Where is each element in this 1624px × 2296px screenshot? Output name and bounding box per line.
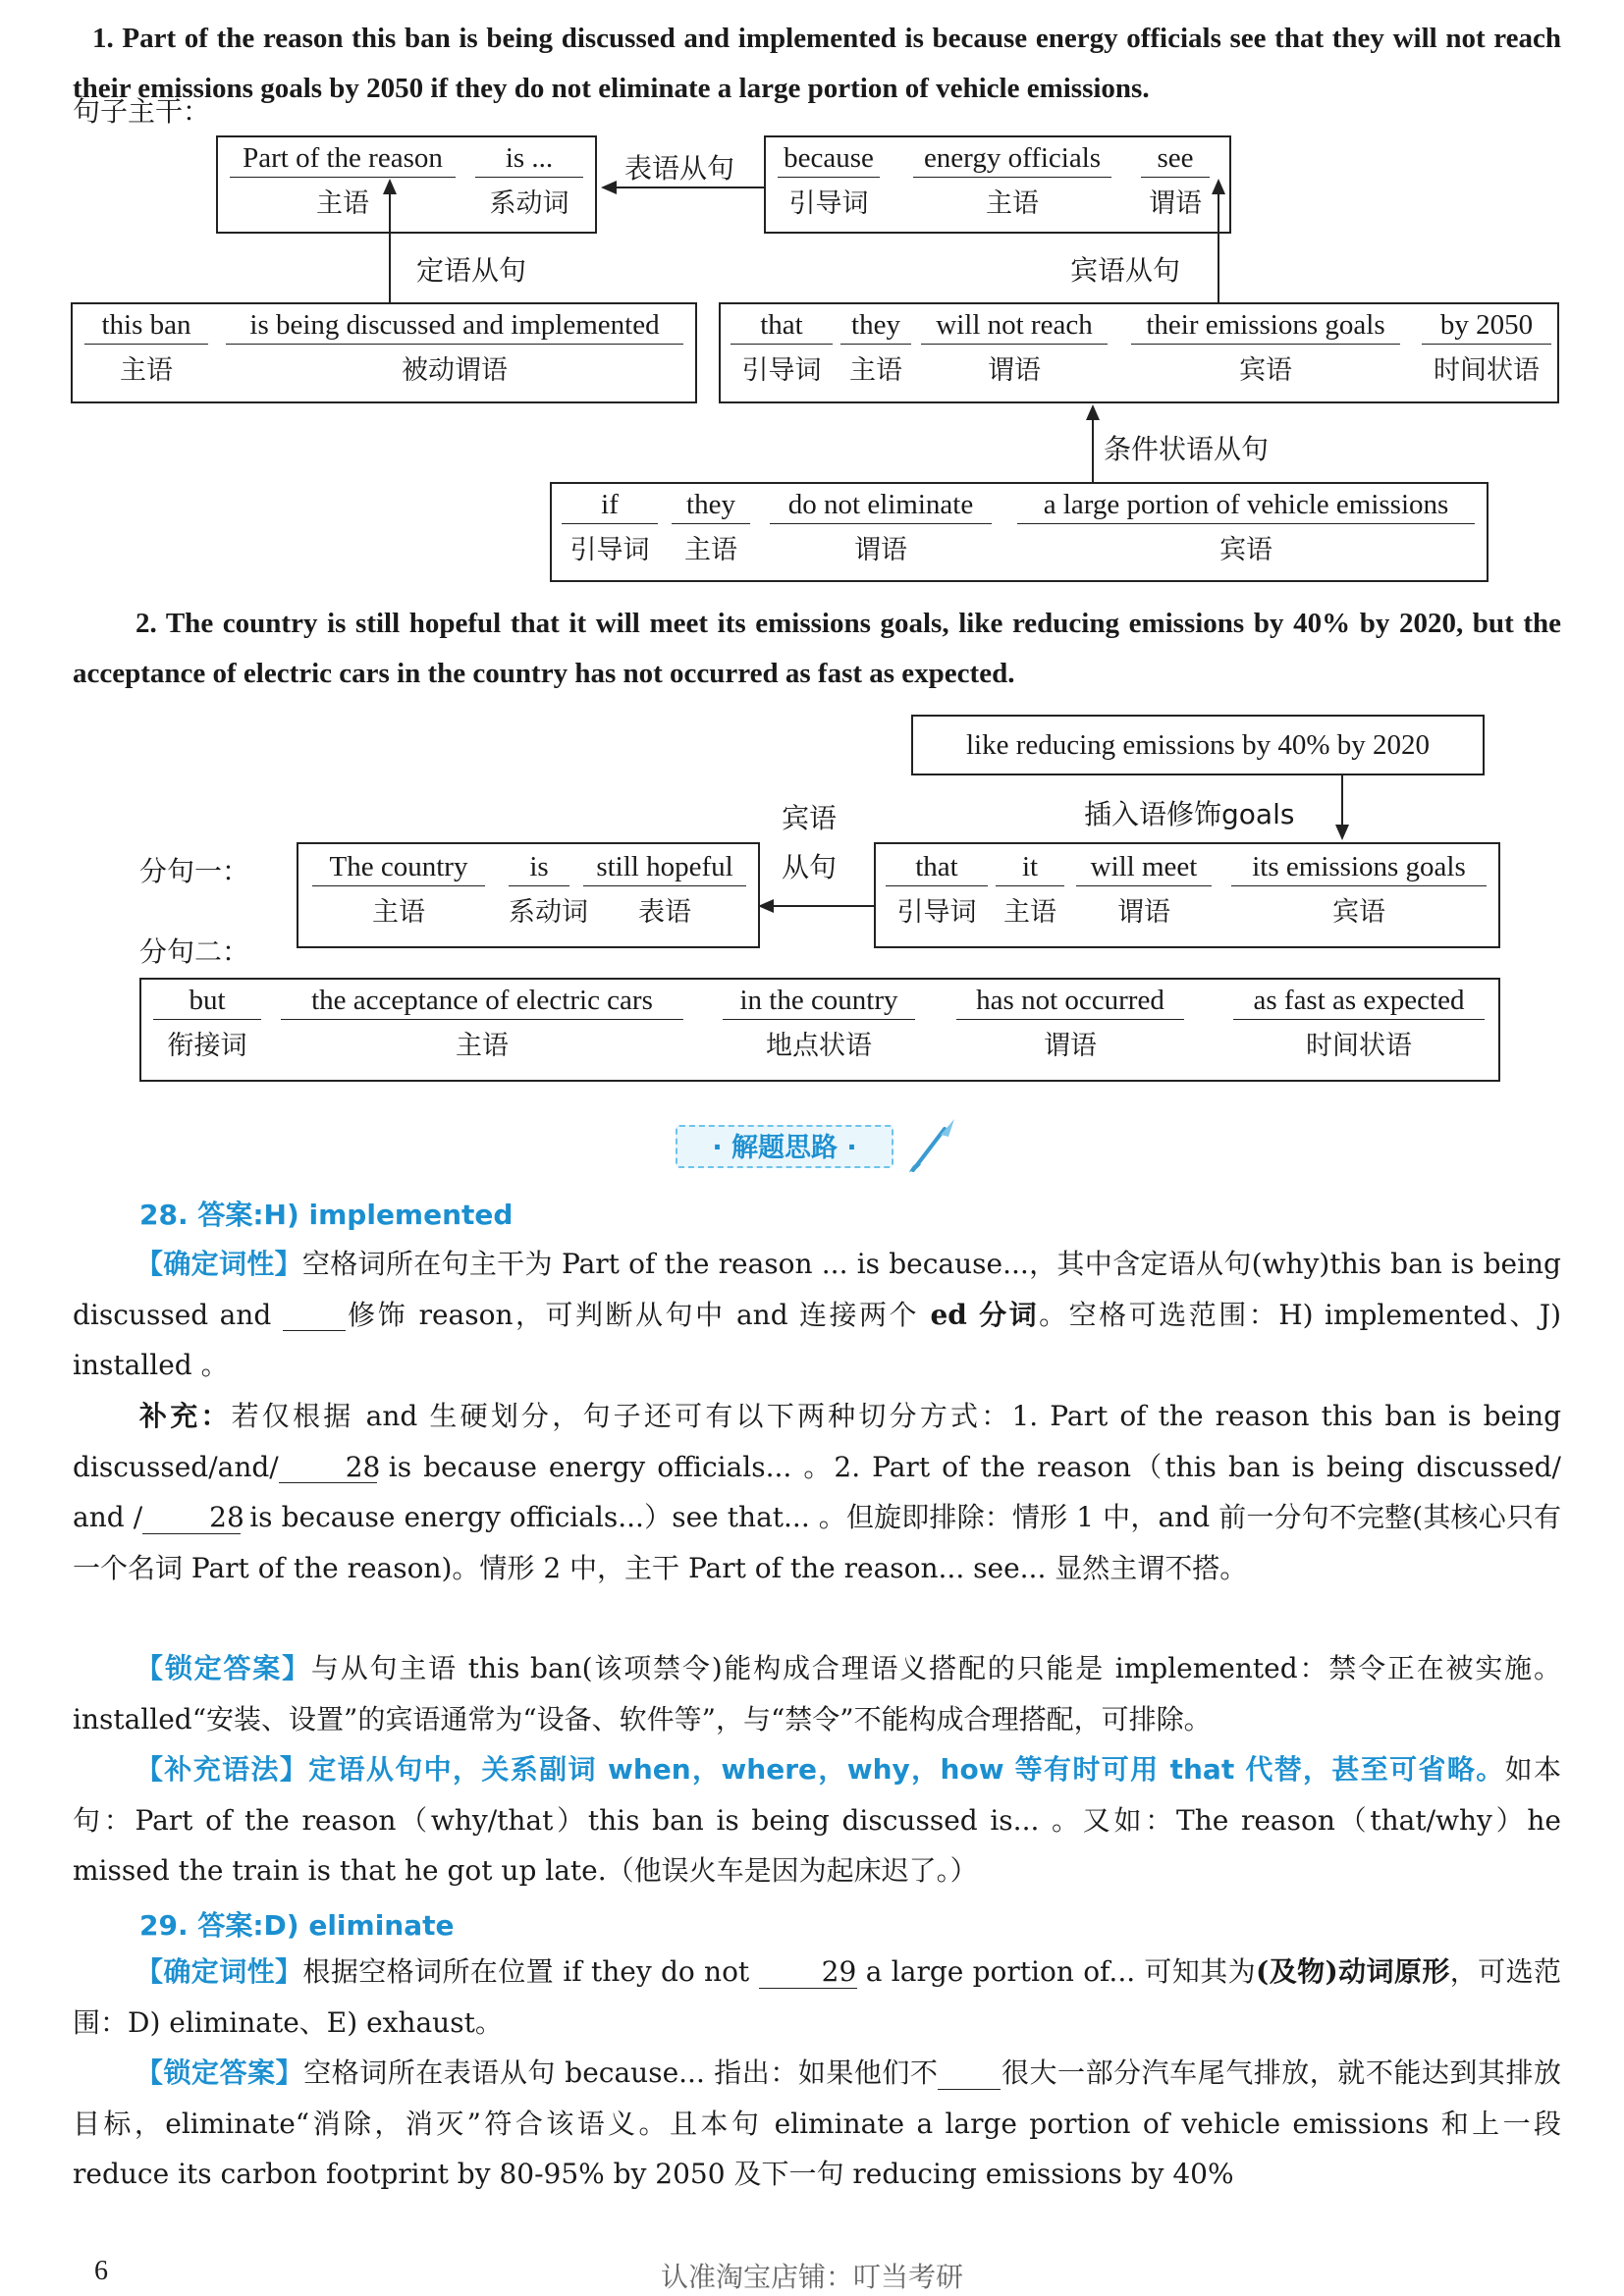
cond-connector: if 引导词 [562, 488, 658, 567]
c2-conjunction: but 衔接词 [153, 984, 261, 1063]
clause-1-object-box [874, 842, 1500, 948]
pred-subject: energy officials 主语 [913, 141, 1111, 221]
sentence-2: 2. The country is still hopeful that it will meet its emissions goals, like reducing emissions by 40% by 2020, but the acceptance of electric cars in the country has not occurred as fast as expected. [73, 608, 1561, 689]
sentence-1: 1. Part of the reason this ban is being discussed and implemented is because energy officials see that they will not reach their emissions goals by 2050 if they do not eliminate a large portion of vehicle emissions. [73, 23, 1561, 104]
pred-verb: see 谓语 [1141, 141, 1210, 221]
c1-linking-verb: is 系动词 [509, 851, 588, 928]
conditional-clause-box [550, 482, 1489, 582]
cond-object: a large portion of vehicle emissions 宾语 [1017, 488, 1475, 567]
q28-paragraph-4: 【补充语法】定语从句中，关系副词 when，where，why，how 等有时可用 that 代替，甚至可省略。如本句：Part of the reason（why/that）this ban is being discussed is... 。又如：The reason（that/why）he missed the train is that he got up late.（他误火车是因为起床迟了。） [73, 1753, 1561, 1887]
c1-subject: The country 主语 [312, 850, 485, 930]
main-linking-verb: is ... 系动词 [475, 141, 583, 221]
attr-subject: this ban 主语 [84, 308, 208, 388]
c1o-object: its emissions goals 宾语 [1231, 850, 1487, 930]
object-clause-label-2b: 从句 [782, 851, 838, 883]
conditional-clause-label: 条件状语从句 [1104, 433, 1270, 465]
c2-verb: has not occurred 谓语 [956, 984, 1184, 1063]
predicative-clause-box [764, 135, 1231, 234]
main-subject: Part of the reason 主语 [230, 141, 456, 221]
c1o-subject: it 主语 [996, 850, 1064, 930]
clause-2-box [139, 978, 1500, 1082]
insert-text: like reducing emissions by 40% by 2020 [965, 729, 1430, 761]
pred-connector: because 引导词 [778, 141, 880, 221]
c2-subject: the acceptance of electric cars 主语 [281, 984, 683, 1063]
attr-passive-verb: is being discussed and implemented 被动谓语 [226, 308, 683, 388]
predicative-clause-label: 表语从句 [624, 152, 735, 185]
clause-1-box [297, 842, 760, 948]
obj-verb: will not reach 谓语 [921, 308, 1108, 388]
object-clause-label: 宾语从句 [1070, 254, 1181, 287]
c2-place-adverbial: in the country 地点状语 [723, 984, 915, 1063]
obj-subject: they 主语 [840, 308, 911, 388]
obj-connector: that 引导词 [731, 308, 833, 388]
q28-paragraph-2: 补充：若仅根据 and 生硬划分，句子还可有以下两种切分方式：1. Part of the reason this ban is being discussed/and/ 28 is because energy officials... 。2. Part of the reason（this ban is being discussed/ and / 28 is because energy officials...）see that... 。但旋即排除：情形 1 中，and 前一分句不完整(其核心只有一个名词 Part of the reason)。情形 2 中，主干 Part of the reason... see... 显然主谓不搭。 [73, 1400, 1562, 1584]
q28-paragraph-3: 【锁定答案】与从句主语 this ban(该项禁令)能构成合理语义搭配的只能是 implemented：禁令正在被实施。installed“安装、设置”的宾语通常为“设备、软件等”，与“禁令”不能构成合理搭配，可排除。 [73, 1652, 1561, 1735]
attributive-clause-label: 定语从句 [416, 254, 527, 287]
q29-answer: 29. 答案:D) eliminate [139, 1909, 455, 1942]
q28-answer: 28. 答案:H) implemented [139, 1199, 514, 1231]
object-clause-label-2a: 宾语 [782, 802, 838, 834]
q29-paragraph-2: 【锁定答案】空格词所在表语从句 because... 指出：如果他们不 很大一部分汽车尾气排放，就不能达到其排放目标，eliminate“消除，消灭”符合该语义。且本句 eliminate a large portion of vehicle emissions 和上一段 reduce its carbon footprint by 80-95% by 2050 及下一句 reducing emissions by 40% [73, 2056, 1561, 2190]
page-number: 6 [94, 2256, 108, 2286]
insert-box [911, 715, 1485, 775]
c1o-connector: that 引导词 [886, 850, 988, 930]
object-clause-box [719, 302, 1559, 403]
clause-2-label: 分句二： [139, 935, 250, 968]
c1o-verb: will meet 谓语 [1076, 850, 1212, 930]
solution-section-title: · 解题思路 · [676, 1125, 893, 1168]
main-clause-box [216, 135, 597, 234]
c1-predicative: still hopeful 表语 [583, 850, 746, 930]
attributive-clause-box [71, 302, 697, 403]
brush-icon [905, 1115, 960, 1176]
main-clause-label: 句子主干： [73, 95, 211, 128]
obj-object: their emissions goals 宾语 [1131, 308, 1400, 388]
insert-label: 插入语修饰goals [1084, 798, 1295, 830]
cond-subject: they 主语 [672, 488, 750, 567]
shop-watermark: 认准淘宝店铺：叮当考研 [660, 2261, 963, 2293]
q29-blank: 29 [759, 1957, 857, 1989]
cond-verb: do not eliminate 谓语 [770, 488, 992, 567]
q28-paragraph-1: 【确定词性】空格词所在句主干为 Part of the reason ... is because...，其中含定语从句(why)this ban is being discussed and 修饰 reason，可判断从句中 and 连接两个 ed 分词。空格可选范围：H) implemented、J) installed 。 [73, 1248, 1561, 1381]
q29-paragraph-1: 【确定词性】根据空格词所在位置 if they do not 29 a large portion of... 可知其为(及物)动词原形，可选范围：D) eliminate、E) exhaust。 [73, 1955, 1561, 2039]
q28-blank: 28 [279, 1453, 377, 1484]
c2-time-adverbial: as fast as expected 时间状语 [1233, 984, 1485, 1063]
obj-time-adverbial: by 2050 时间状语 [1422, 308, 1551, 388]
q28-blank: 28 [142, 1503, 241, 1534]
clause-1-label: 分句一： [139, 855, 250, 887]
